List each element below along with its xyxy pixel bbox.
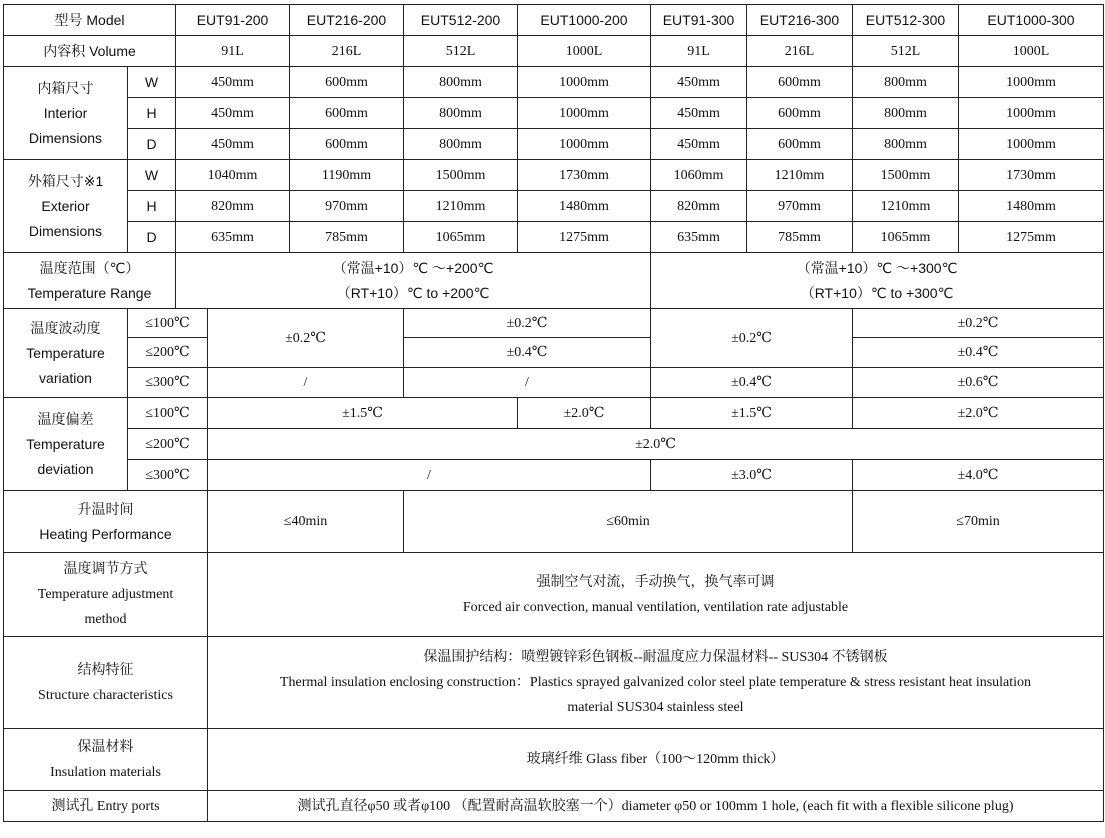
- temp-range-300-en: （RT+10）℃ to +300℃: [800, 284, 954, 301]
- model-cell: EUT512-300: [853, 5, 959, 36]
- dim-cell: 1000mm: [959, 67, 1104, 98]
- deviation-label: [4, 398, 128, 491]
- dim-cell: 600mm: [290, 98, 404, 129]
- dim-label: H: [128, 191, 176, 222]
- dim-cell: 820mm: [651, 191, 747, 222]
- deviation-row-2: [4, 429, 1104, 460]
- adjust-value-cn: 强制空气对流，手动换气，换气率可调: [536, 574, 775, 590]
- deviation-cell: /: [208, 460, 651, 491]
- deviation-label-en2: deviation: [37, 460, 94, 477]
- dim-cell: 1480mm: [959, 191, 1104, 222]
- dim-cell: 785mm: [747, 222, 853, 253]
- dim-cell: 600mm: [747, 129, 853, 160]
- heating-cell: ≤60min: [404, 491, 853, 553]
- dim-label: W: [128, 160, 176, 191]
- interior-label: [4, 67, 128, 160]
- exterior-row-d: [4, 222, 1104, 253]
- dim-cell: 1730mm: [518, 160, 651, 191]
- dim-cell: 800mm: [404, 67, 518, 98]
- dim-cell: 1000mm: [518, 67, 651, 98]
- structure-value-en2: material SUS304 stainless steel: [567, 700, 744, 715]
- variation-cell: ±0.2℃: [853, 309, 1104, 338]
- model-cell: EUT1000-200: [518, 5, 651, 36]
- volume-cell: 216L: [747, 36, 853, 67]
- spec-table: [3, 4, 1104, 822]
- exterior-row-h: [4, 191, 1104, 222]
- heating-label-en: Heating Performance: [39, 525, 172, 542]
- insulation-value: 玻璃纤维 Glass fiber（100～120mm thick）: [208, 729, 1104, 791]
- dim-cell: 1065mm: [853, 222, 959, 253]
- ports-row: [4, 791, 1104, 822]
- dim-cell: 800mm: [853, 129, 959, 160]
- heating-label-cn: 升温时间: [77, 500, 134, 517]
- model-cell: EUT1000-300: [959, 5, 1104, 36]
- variation-cell: ±0.2℃: [404, 309, 651, 338]
- variation-cell: ±0.2℃: [208, 309, 404, 368]
- adjust-value-en: Forced air convection, manual ventilation, ventilation rate adjustable: [462, 599, 849, 615]
- deviation-cell: ±1.5℃: [208, 398, 518, 429]
- exterior-label-cn: 外箱尺寸※1: [27, 172, 104, 189]
- deviation-cell: ±2.0℃: [853, 398, 1104, 429]
- temp-range-300: [651, 253, 1104, 309]
- dim-cell: 635mm: [651, 222, 747, 253]
- temp-range-200-cn: （常温+10）℃ ～+200℃: [332, 259, 494, 276]
- interior-row-w: [4, 67, 1104, 98]
- deviation-cell: ±3.0℃: [651, 460, 853, 491]
- volume-cell: 512L: [404, 36, 518, 67]
- volume-cell: 216L: [290, 36, 404, 67]
- temp-range-label-cn: 温度范围（℃）: [39, 259, 140, 276]
- model-cell: EUT91-300: [651, 5, 747, 36]
- deviation-label-cn: 温度偏差: [37, 410, 94, 427]
- header-row: [4, 5, 1104, 36]
- dim-cell: 600mm: [290, 67, 404, 98]
- dim-cell: 450mm: [176, 67, 290, 98]
- variation-cell: ±0.6℃: [853, 368, 1104, 398]
- dim-cell: 600mm: [290, 129, 404, 160]
- ports-label: 测试孔 Entry ports: [4, 791, 208, 822]
- temp-range-200-en: （RT+10）℃ to +200℃: [336, 284, 490, 301]
- insulation-label-en: Insulation materials: [50, 764, 161, 780]
- dim-cell: 1275mm: [518, 222, 651, 253]
- variation-sub-label: ≤100℃: [128, 309, 208, 338]
- structure-row: [4, 637, 1104, 729]
- dim-label: D: [128, 222, 176, 253]
- volume-cell: 512L: [853, 36, 959, 67]
- dim-cell: 800mm: [404, 98, 518, 129]
- variation-cell: ±0.4℃: [651, 368, 853, 398]
- structure-value-en: Thermal insulation enclosing construction：Plastics sprayed galvanized color steel plate temperature & stress resistant heat insulation: [279, 675, 1032, 690]
- variation-cell: ±0.4℃: [404, 338, 651, 368]
- interior-label-cn: 内箱尺寸: [37, 79, 94, 96]
- dim-cell: 800mm: [404, 129, 518, 160]
- dim-cell: 450mm: [176, 129, 290, 160]
- interior-label-en2: Dimensions: [28, 129, 103, 146]
- deviation-cell: ±4.0℃: [853, 460, 1104, 491]
- ports-value: 测试孔直径φ50 或者φ100 （配置耐高温软胶塞一个）diameter φ50 or 100mm 1 hole, (each fit with a flexible silicone plug): [208, 791, 1104, 822]
- deviation-cell: ±2.0℃: [208, 429, 1104, 460]
- adjust-label-en1: Temperature adjustment: [37, 587, 174, 602]
- adjust-row: [4, 553, 1104, 637]
- deviation-sub-label: ≤300℃: [128, 460, 208, 491]
- interior-row-h: [4, 98, 1104, 129]
- dim-cell: 970mm: [747, 191, 853, 222]
- temp-range-200: [176, 253, 651, 309]
- model-cell: EUT216-200: [290, 5, 404, 36]
- model-cell: EUT216-300: [747, 5, 853, 36]
- exterior-label-en2: Dimensions: [28, 222, 103, 239]
- insulation-label-cn: 保温材料: [77, 739, 134, 755]
- dim-cell: 1000mm: [518, 129, 651, 160]
- structure-label-cn: 结构特征: [77, 662, 134, 678]
- model-cell: EUT91-200: [176, 5, 290, 36]
- dim-cell: 970mm: [290, 191, 404, 222]
- heating-cell: ≤40min: [208, 491, 404, 553]
- dim-cell: 1210mm: [853, 191, 959, 222]
- structure-value: [208, 637, 1104, 729]
- dim-cell: 450mm: [176, 98, 290, 129]
- dim-cell: 800mm: [853, 98, 959, 129]
- variation-cell: ±0.2℃: [651, 309, 853, 368]
- dim-cell: 1500mm: [404, 160, 518, 191]
- variation-row-1: [4, 309, 1104, 338]
- dim-cell: 1040mm: [176, 160, 290, 191]
- volume-label: 内容积 Volume: [4, 36, 176, 67]
- volume-cell: 1000L: [959, 36, 1104, 67]
- structure-value-cn: 保温围护结构：喷塑镀锌彩色钢板--耐温度应力保温材料-- SUS304 不锈钢板: [423, 650, 888, 665]
- dim-label: H: [128, 98, 176, 129]
- heating-cell: ≤70min: [853, 491, 1104, 553]
- dim-cell: 785mm: [290, 222, 404, 253]
- variation-sub-label: ≤200℃: [128, 338, 208, 368]
- dim-cell: 1730mm: [959, 160, 1104, 191]
- variation-label: [4, 309, 128, 398]
- deviation-label-en1: Temperature: [26, 435, 105, 452]
- adjust-value: [208, 553, 1104, 637]
- temp-range-label: [4, 253, 176, 309]
- exterior-label-en1: Exterior: [41, 197, 90, 214]
- temp-range-label-en: Temperature Range: [27, 284, 152, 301]
- volume-cell: 1000L: [518, 36, 651, 67]
- adjust-label: [4, 553, 208, 637]
- deviation-sub-label: ≤200℃: [128, 429, 208, 460]
- dim-label: W: [128, 67, 176, 98]
- volume-row: [4, 36, 1104, 67]
- volume-cell: 91L: [176, 36, 290, 67]
- dim-cell: 600mm: [747, 67, 853, 98]
- structure-label-en: Structure characteristics: [38, 687, 173, 703]
- dim-cell: 1000mm: [959, 129, 1104, 160]
- deviation-row-3: [4, 460, 1104, 491]
- dim-cell: 1065mm: [404, 222, 518, 253]
- dim-cell: 1210mm: [747, 160, 853, 191]
- variation-cell: /: [208, 368, 404, 398]
- dim-cell: 450mm: [651, 67, 747, 98]
- structure-label: [4, 637, 208, 729]
- volume-cell: 91L: [651, 36, 747, 67]
- variation-cell: /: [404, 368, 651, 398]
- interior-label-en1: Interior: [43, 104, 88, 121]
- dim-cell: 800mm: [853, 67, 959, 98]
- variation-label-en1: Temperature: [26, 344, 105, 361]
- interior-row-d: [4, 129, 1104, 160]
- adjust-label-cn: 温度调节方式: [63, 562, 148, 577]
- insulation-row: [4, 729, 1104, 791]
- temp-range-row: [4, 253, 1104, 309]
- dim-cell: 600mm: [747, 98, 853, 129]
- variation-label-cn: 温度波动度: [30, 319, 101, 336]
- deviation-cell: ±1.5℃: [651, 398, 853, 429]
- exterior-label: [4, 160, 128, 253]
- dim-cell: 820mm: [176, 191, 290, 222]
- variation-row-3: [4, 368, 1104, 398]
- dim-cell: 450mm: [651, 98, 747, 129]
- dim-cell: 1210mm: [404, 191, 518, 222]
- variation-cell: ±0.4℃: [853, 338, 1104, 368]
- heating-label: [4, 491, 208, 553]
- variation-row-2: [4, 338, 1104, 368]
- dim-cell: 635mm: [176, 222, 290, 253]
- model-cell: EUT512-200: [404, 5, 518, 36]
- dim-cell: 1480mm: [518, 191, 651, 222]
- dim-cell: 1500mm: [853, 160, 959, 191]
- dim-cell: 1000mm: [959, 98, 1104, 129]
- dim-label: D: [128, 129, 176, 160]
- insulation-label: [4, 729, 208, 791]
- dim-cell: 450mm: [651, 129, 747, 160]
- deviation-row-1: [4, 398, 1104, 429]
- exterior-row-w: [4, 160, 1104, 191]
- dim-cell: 1000mm: [518, 98, 651, 129]
- model-label: 型号 Model: [4, 5, 176, 36]
- variation-label-en2: variation: [39, 369, 92, 386]
- temp-range-300-cn: （常温+10）℃ ～+300℃: [796, 259, 958, 276]
- variation-sub-label: ≤300℃: [128, 368, 208, 398]
- dim-cell: 1060mm: [651, 160, 747, 191]
- deviation-cell: ±2.0℃: [518, 398, 651, 429]
- deviation-sub-label: ≤100℃: [128, 398, 208, 429]
- heating-row: [4, 491, 1104, 553]
- dim-cell: 1275mm: [959, 222, 1104, 253]
- dim-cell: 1190mm: [290, 160, 404, 191]
- adjust-label-en2: method: [84, 612, 127, 627]
